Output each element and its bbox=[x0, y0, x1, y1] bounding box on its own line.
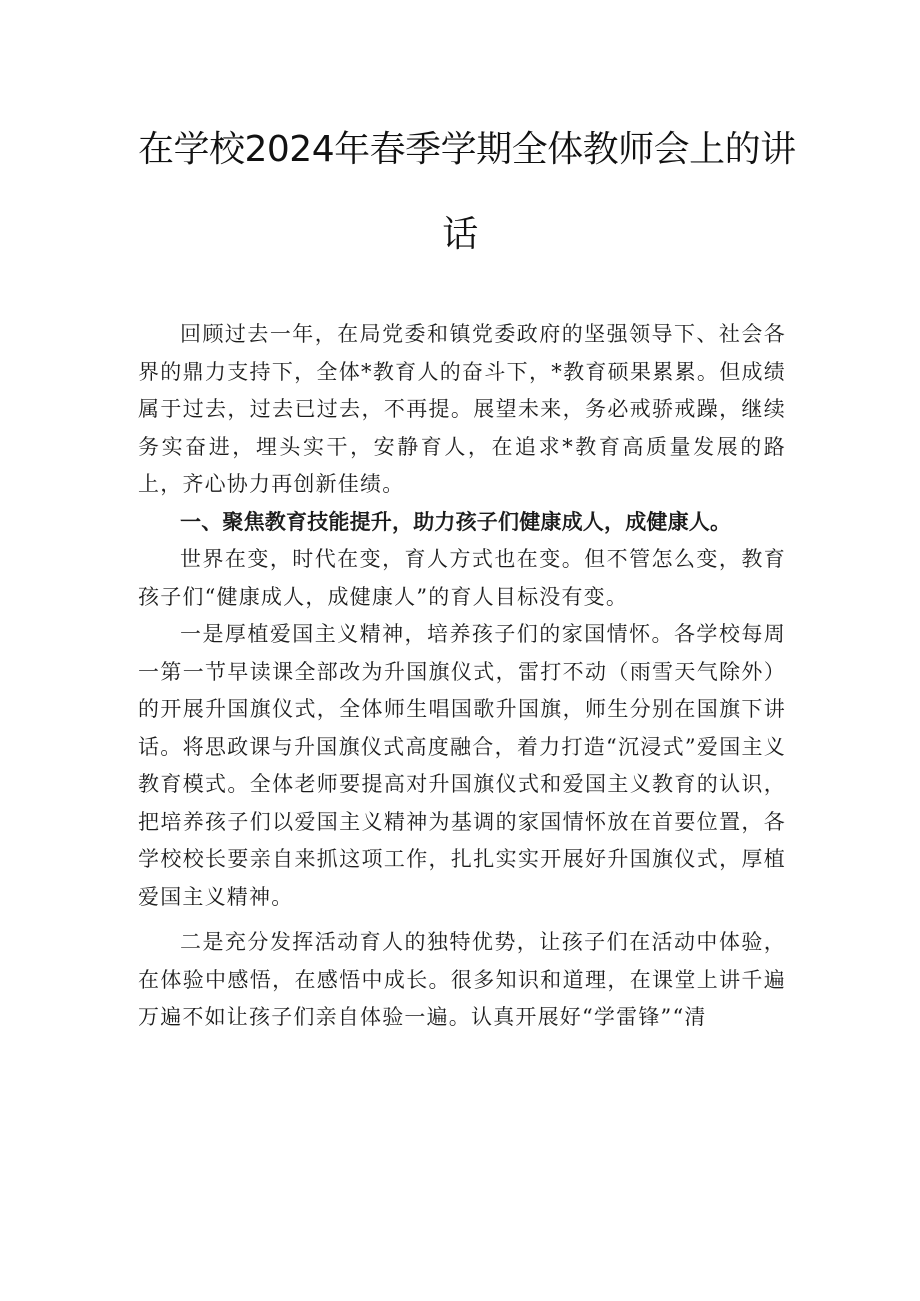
document-title-line-2: 话 bbox=[442, 214, 478, 255]
document-body bbox=[138, 316, 786, 1037]
document-title-line-1: 在学校2024年春季学期全体教师会上的讲 bbox=[138, 129, 796, 170]
paragraph-patriotism: 一是厚植爱国主义精神，培养孩子们的家国情怀。各学校每周一第一节早读课全部改为升国旗仪式，雷打不动（雨雪天气除外）的开展升国旗仪式，全体师生唱国歌升国旗，师生分别在国旗下讲话。将思政课与升国旗仪式高度融合，着力打造“沉浸式”爱国主义教育模式。全体老师要提高对升国旗仪式和爱国主义教育的认识，把培养孩子们以爱国主义精神为基调的家国情怀放在首要位置，各学校校长要亲自来抓这项工作，扎扎实实开展好升国旗仪式，厚植爱国主义精神。 bbox=[138, 622, 786, 909]
paragraph-activities: 二是充分发挥活动育人的独特优势，让孩子们在活动中体验，在体验中感悟，在感悟中成长。很多知识和道理，在课堂上讲千遍万遍不如让孩子们亲自体验一遍。认真开展好“学雷锋”“清 bbox=[138, 930, 786, 1029]
paragraph-world-changing: 世界在变，时代在变，育人方式也在变。但不管怎么变，教育孩子们“健康成人，成健康人”的育人目标没有变。 bbox=[138, 547, 786, 609]
paragraph-review: 回顾过去一年，在局党委和镇党委政府的坚强领导下、社会各界的鼎力支持下，全体*教育人的奋斗下，*教育硕果累累。但成绩属于过去，过去已过去，不再提。展望未来，务必戒骄戒躁，继续务实奋进，埋头实干，安静育人，在追求*教育高质量发展的路上，齐心协力再创新佳绩。 bbox=[138, 322, 786, 496]
section-heading-1: 一、聚焦教育技能提升，助力孩子们健康成人，成健康人。 bbox=[180, 509, 732, 534]
